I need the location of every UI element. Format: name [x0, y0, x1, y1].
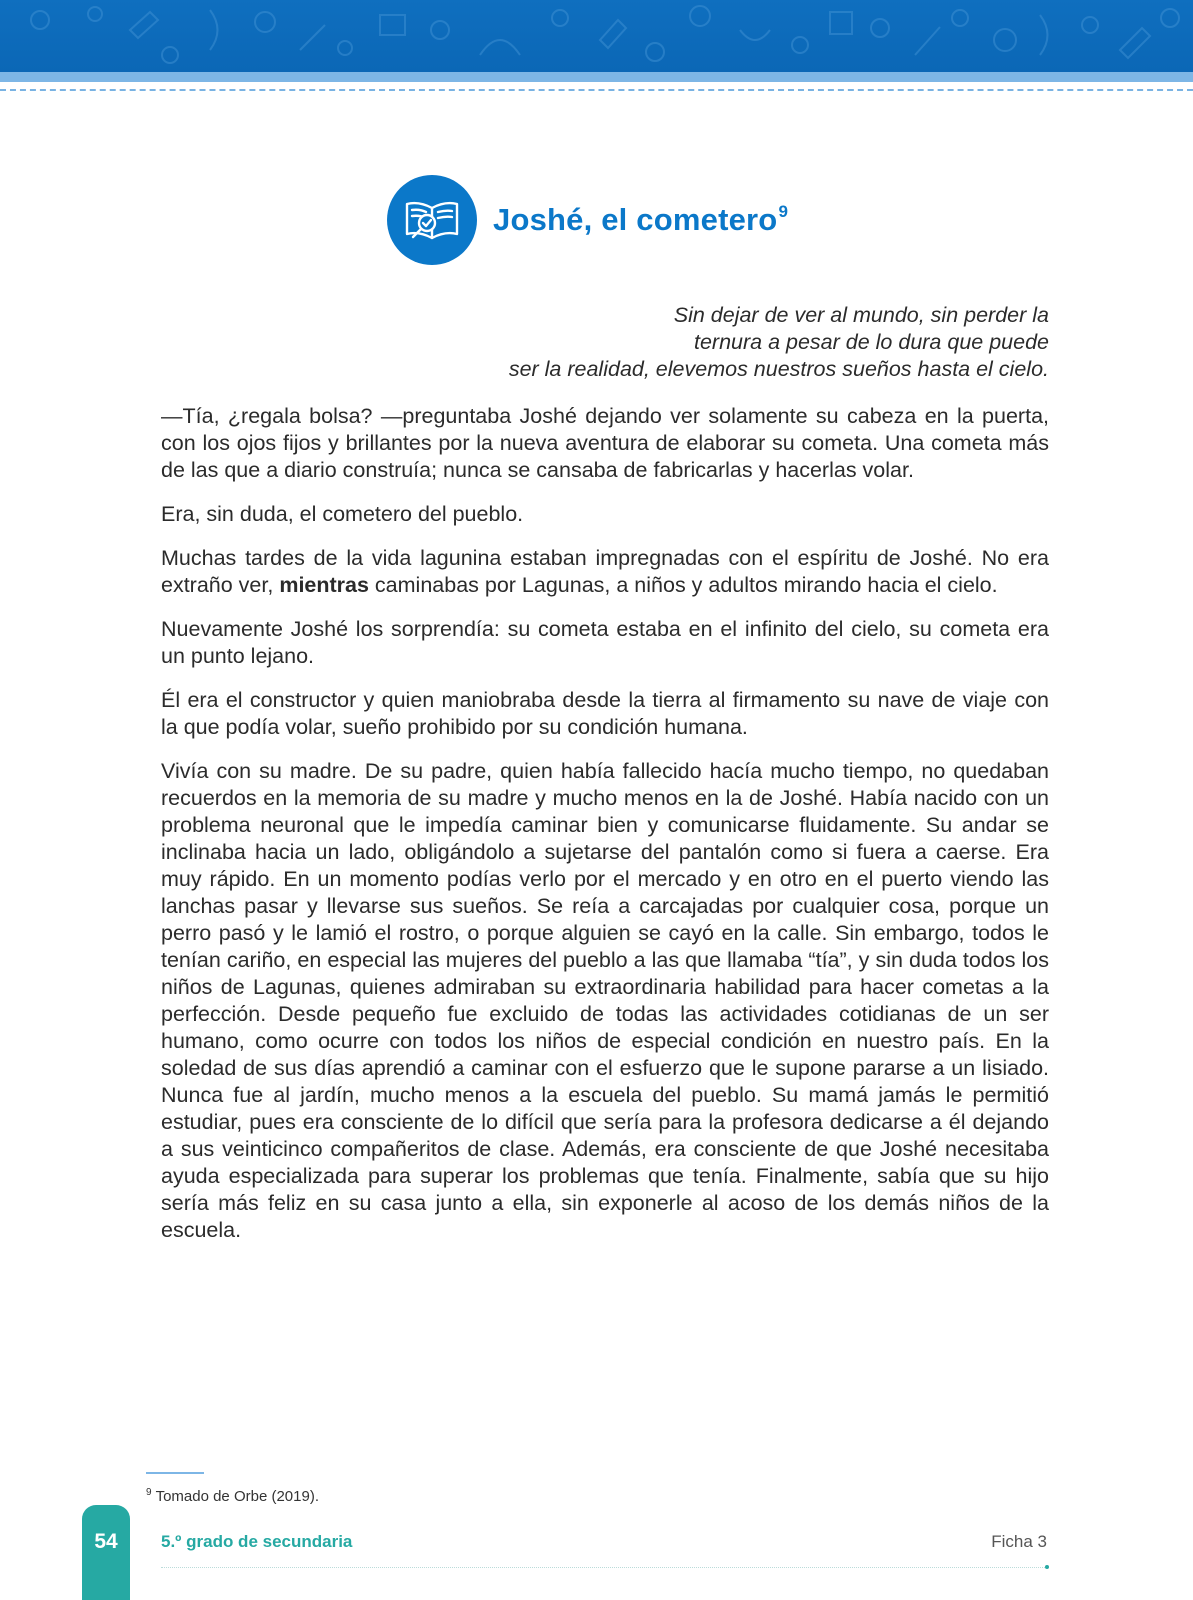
paragraph: Muchas tardes de la vida lagunina estaban impregnadas con el espíritu de Joshé. No era extraño ver, mientras caminabas por Lagunas, a niños y adultos mirando hacia el cielo. — [161, 546, 1049, 597]
epigraph-line: Sin dejar de ver al mundo, sin perder la — [673, 303, 1049, 327]
footer-dot — [1045, 1565, 1049, 1569]
footnote-separator — [146, 1472, 204, 1474]
story-title-block — [387, 175, 788, 265]
ficha-label: Ficha 3 — [991, 1532, 1047, 1551]
footnote: $^9$ Tomado de Orbe (2019). — [146, 1487, 319, 1505]
bold-word: mientras — [279, 573, 369, 597]
paragraph: Vivía con su madre. De su padre, quien había fallecido hacía mucho tiempo, no quedaban recuerdos en la memoria de su madre y mucho menos en la de Joshé. Había nacido con un problema neuronal que le impedía caminar bien y comunicarse fluidamente. Su andar se inclinaba hacia un lado, obligándolo a sujetarse del pantalón como si fuera a caerse. Era muy rápido. En un momento podías verlo por el mercado y en otro en el puerto viendo las lanchas pasar y llevarse sus sueños. Se reía a carcajadas por cualquier cosa, porque un perro pasó y le lamió el rostro, o porque alguien se cayó en la calle. Sin embargo, todos le tenían cariño, en especial las mujeres del pueblo a las que llamaba “tía”, y sin duda todos los niños de Lagunas, quienes admiraban su extraordinaria habilidad para hacer cometas a la perfección. Desde pequeño fue excluido de todas las actividades cotidianas de un ser humano, como ocurre con todos los niños de especial condición en nuestro país. En la soledad de sus días aprendió a caminar con el esfuerzo que le supone pararse a un lisiado. Nunca fue al jardín, mucho menos a la escuela del pueblo. Su mamá jamás le permitió estudiar, pues era consciente de lo difícil que sería para la profesora dedicarse a él dejando a sus veinticinco compañeritos de clase. Además, era consciente de que Joshé necesitaba ayuda especializada para superar los problemas que tenía. Finalmente, sabía que su hijo sería más feliz en su casa junto a ella, sin exponerle al acoso de los demás niños de la escuela. — [161, 759, 1049, 1242]
page-number: 54 — [94, 1530, 118, 1553]
paragraph: Era, sin duda, el cometero del pueblo. — [161, 502, 524, 526]
paragraph: —Tía, ¿regala bolsa? —preguntaba Joshé dejando ver solamente su cabeza en la puerta, con los ojos fijos y brillantes por la nueva aventura de elaborar su cometa. Una cometa más de las que a diario construía; nunca se cansaba de fabricarlas y hacerlas volar. — [161, 404, 1049, 482]
paragraph: Nuevamente Joshé los sorprendía: su cometa estaba en el infinito del cielo, su cometa era un punto lejano. — [161, 617, 1049, 668]
paragraph: Él era el constructor y quien maniobraba desde la tierra al firmamento su nave de viaje con la que podía volar, sueño prohibido por su condición humana. — [161, 688, 1049, 739]
doodle-pattern — [0, 0, 1193, 72]
header-banner — [0, 0, 1193, 72]
epigraph-line: ser la realidad, elevemos nuestros sueños hasta el cielo. — [508, 357, 1049, 381]
footnote-ref: 9 — [778, 202, 789, 221]
epigraph-line: ternura a pesar de lo dura que puede — [693, 330, 1049, 354]
footer-rule — [161, 1567, 1047, 1568]
header-stripe — [0, 72, 1193, 82]
story-title: Joshé, el cometero$^9$ — [493, 202, 789, 237]
header-dashed-line — [0, 89, 1193, 91]
grade-label: 5.º grado de secundaria — [161, 1532, 353, 1551]
reading-book-icon — [387, 175, 477, 265]
story-body — [161, 403, 1049, 1261]
epigraph — [349, 302, 1049, 383]
